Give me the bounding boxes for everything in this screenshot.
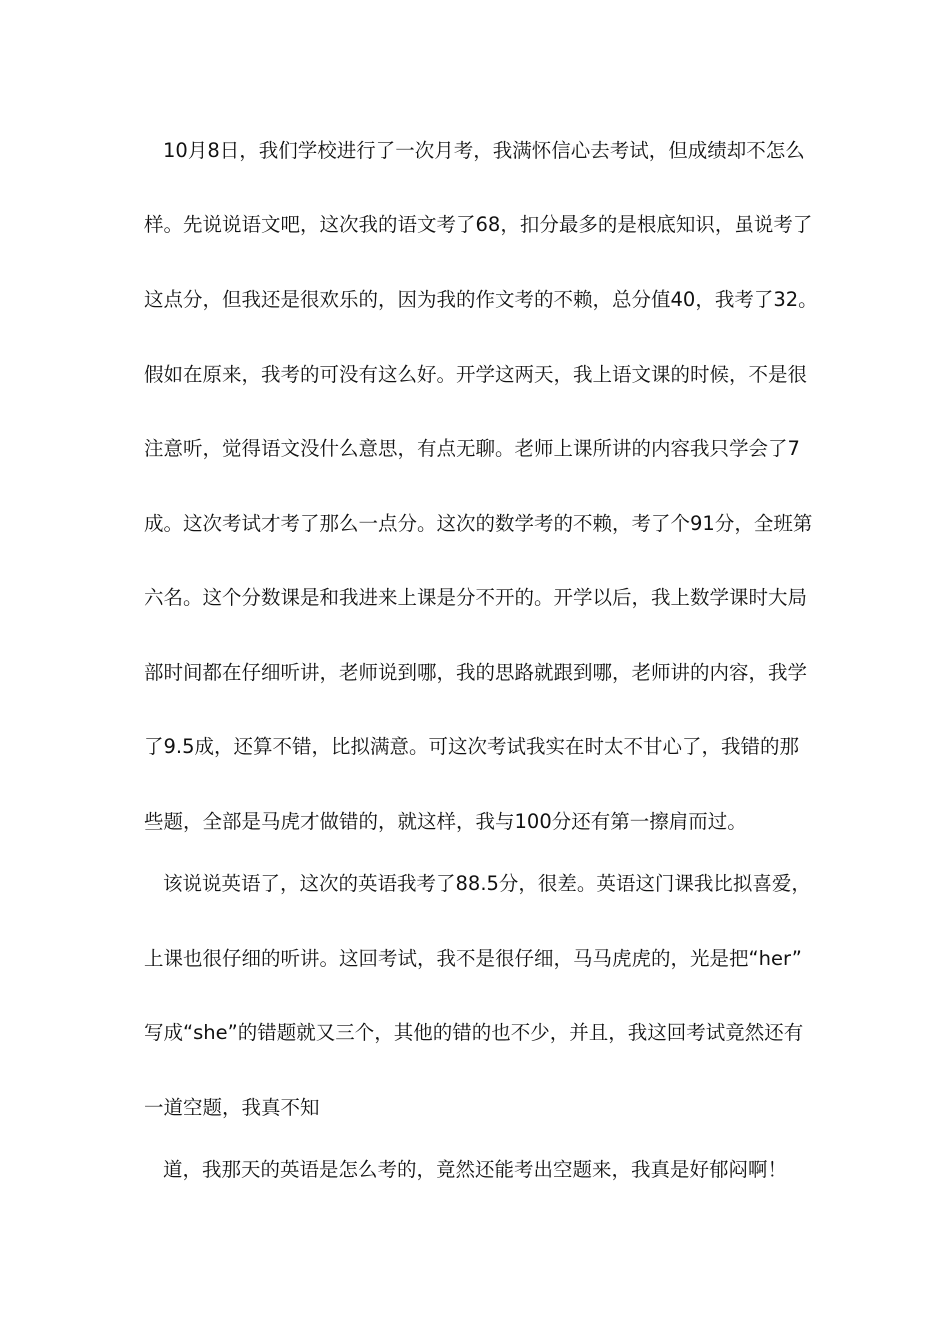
paragraph-line: 上课也很仔细的听讲。这回考试，我不是很仔细，马马虎虎的，光是把“her” — [144, 947, 802, 970]
paragraph-line: 部时间都在仔细听讲，老师说到哪，我的思路就跟到哪，老师讲的内容，我学 — [144, 661, 808, 684]
paragraph-line: 一道空题，我真不知 — [144, 1096, 320, 1119]
paragraph-line: 注意听，觉得语文没什么意思，有点无聊。老师上课所讲的内容我只学会了7 — [144, 437, 800, 460]
paragraph-line: 这点分，但我还是很欢乐的，因为我的作文考的不赖，总分值40，我考了32。 — [144, 288, 818, 311]
paragraph-line: 些题，全部是马虎才做错的，就这样，我与100分还有第一擦肩而过。 — [144, 810, 747, 833]
paragraph-line: 样。先说说语文吧，这次我的语文考了68，扣分最多的是根底知识，虽说考了 — [144, 213, 813, 236]
paragraph-line: 成。这次考试才考了那么一点分。这次的数学考的不赖，考了个91分，全班第 — [144, 512, 813, 535]
paragraph-line: 假如在原来，我考的可没有这么好。开学这两天，我上语文课的时候，不是很 — [144, 363, 808, 386]
paragraph-line: 该说说英语了，这次的英语我考了88.5分，很差。英语这门课我比拟喜爱， — [163, 872, 811, 895]
paragraph-line: 六名。这个分数课是和我进来上课是分不开的。开学以后，我上数学课时大局 — [144, 586, 808, 609]
paragraph-line: 了9.5成，还算不错，比拟满意。可这次考试我实在时太不甘心了，我错的那 — [144, 735, 800, 758]
paragraph-line: 10月8日，我们学校进行了一次月考，我满怀信心去考试，但成绩却不怎么 — [163, 139, 805, 162]
paragraph-line: 写成“she”的错题就又三个，其他的错的也不少，并且，我这回考试竟然还有 — [144, 1021, 804, 1044]
paragraph-line: 道，我那天的英语是怎么考的，竟然还能考出空题来，我真是好郁闷啊！ — [163, 1158, 788, 1181]
